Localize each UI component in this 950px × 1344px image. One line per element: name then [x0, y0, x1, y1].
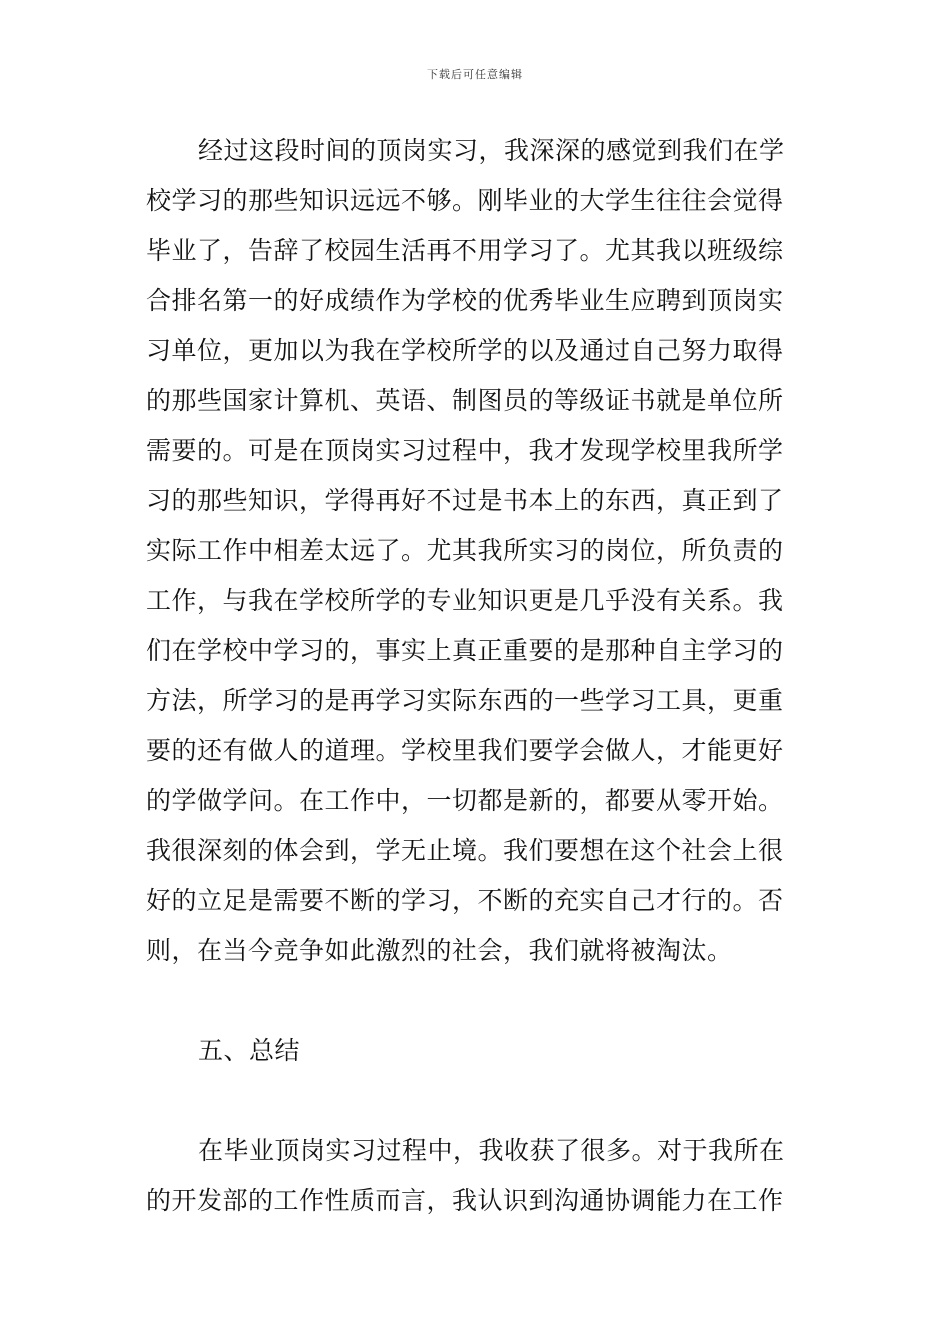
text-line: 习的那些知识，学得再好不过是书本上的东西，真正到了	[146, 486, 784, 515]
section-heading-text: 五、总结	[198, 1036, 301, 1065]
text-line: 合排名第一的好成绩作为学校的优秀毕业生应聘到顶岗实	[146, 286, 784, 315]
text-line: 需要的。可是在顶岗实习过程中，我才发现学校里我所学	[146, 436, 784, 465]
text-line: 实际工作中相差太远了。尤其我所实习的岗位，所负责的	[146, 536, 784, 565]
text-line: 习单位，更加以为我在学校所学的以及通过自己努力取得	[146, 336, 784, 365]
section-heading	[146, 1026, 808, 1076]
text-line: 毕业了，告辞了校园生活再不用学习了。尤其我以班级综	[146, 236, 784, 265]
page-header-note: 下载后可任意编辑	[427, 68, 523, 81]
document-body	[146, 126, 808, 1226]
text-line: 我很深刻的体会到，学无止境。我们要想在这个社会上很	[146, 836, 784, 865]
text-line: 方法，所学习的是再学习实际东西的一些学习工具，更重	[146, 686, 784, 715]
paragraph-experience	[146, 126, 808, 976]
text-line: 工作，与我在学校所学的专业知识更是几乎没有关系。我	[146, 586, 784, 615]
text-line: 们在学校中学习的，事实上真正重要的是那种自主学习的	[146, 636, 784, 665]
text-line: 校学习的那些知识远远不够。刚毕业的大学生往往会觉得	[146, 186, 784, 215]
text-line: 在毕业顶岗实习过程中，我收获了很多。对于我所在	[198, 1136, 785, 1165]
text-line: 好的立足是需要不断的学习，不断的充实自己才行的。否	[146, 886, 784, 915]
text-line: 的开发部的工作性质而言，我认识到沟通协调能力在工作	[146, 1186, 784, 1215]
text-line: 经过这段时间的顶岗实习，我深深的感觉到我们在学	[198, 136, 785, 165]
text-line: 的那些国家计算机、英语、制图员的等级证书就是单位所	[146, 386, 784, 415]
text-line: 的学做学问。在工作中，一切都是新的，都要从零开始。	[146, 786, 784, 815]
paragraph-summary	[146, 1126, 808, 1226]
text-line: 要的还有做人的道理。学校里我们要学会做人，才能更好	[146, 736, 784, 765]
text-line: 则，在当今竞争如此激烈的社会，我们就将被淘汰。	[146, 936, 733, 965]
